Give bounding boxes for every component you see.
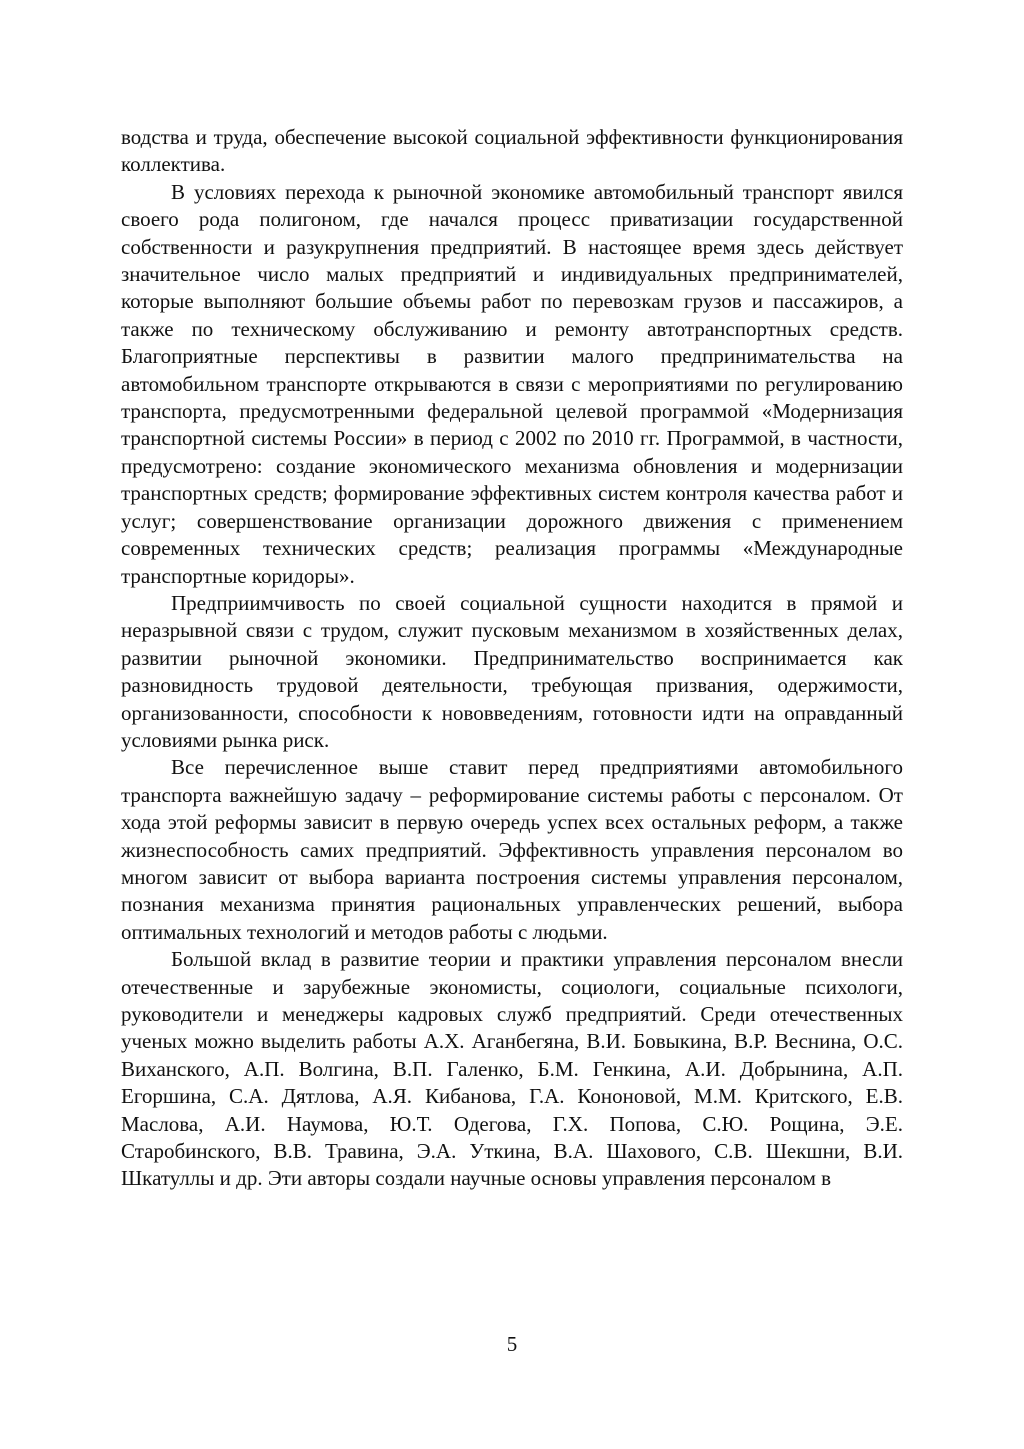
page-number: 5 — [506, 1332, 518, 1356]
paragraph-continuation: водства и труда, обеспечение высокой социальной эффективности функционирования коллектива. — [121, 125, 903, 177]
paragraph-personnel-reform: Все перечисленное выше ставит перед предприятиями автомобильного транспорта важнейшую задачу – реформирование системы работы с персоналом. От хода этой реформы зависит в первую очередь успех всех остальных реформ, а также жизнеспособность самих предприятий. Эффективность управления персоналом во многом зависит от выбора варианта построения системы управления персоналом, познания механизма принятия рациональных управленческих решений, выбора оптимальных технологий и методов работы с людьми. — [121, 755, 903, 944]
body-text — [121, 124, 903, 1193]
paragraph-entrepreneurship: Предприимчивость по своей социальной сущности находится в прямой и неразрывной связи с трудом, служит пусковым механизмом в хозяйственных делах, развитии рыночной экономики. Предпринимательство воспринимается как разновидность трудовой деятельности, требующая призвания, одержимости, организованности, способности к нововведениям, готовности идти на оправданный условиями рынка риск. — [121, 590, 903, 752]
paragraph-contributors: Большой вклад в развитие теории и практики управления персоналом внесли отечественные и зарубежные экономисты, социологи, социальные психологи, руководители и менеджеры кадровых служб предприятий. Среди отечественных ученых можно выделить работы А.Х. Аганбегяна, В.И. Бовыкина, В.Р. Веснина, О.С. Виханского, А.П. Волгина, В.П. Галенко, Б.М. Генкина, А.И. Добрынина, А.П. Егоршина, С.А. Дятлова, А.Я. Кибанова, Г.А. Кононовой, М.М. Критского, Е.В. Маслова, А.И. Наумова, Ю.Т. Одегова, Г.Х. Попова, С.Ю. Рощина, Э.Е. Старобинского, В.В. Травина, Э.А. Уткина, В.А. Шахового, С.В. Шекшни, В.И. Шкатуллы и др. Эти авторы создали научные основы управления персоналом в — [121, 947, 903, 1191]
paragraph-market-transition: В условиях перехода к рыночной экономике автомобильный транспорт явился своего рода полигоном, где начался процесс приватизации государственной собственности и разукрупнения предприятий. В настоящее время здесь действует значительное число малых предприятий и индивидуальных предпринимателей, которые выполняют большие объемы работ по перевозкам грузов и пассажиров, а также по техническому обслуживанию и ремонту автотранспортных средств. Благоприятные перспективы в развитии малого предпринимательства на автомобильном транспорте открываются в связи с мероприятиями по регулированию транспорта, предусмотренными федеральной целевой программой «Модернизация транспортной системы России» в период с 2002 по 2010 гг. Программой, в частности, предусмотрено: создание экономического механизма обновления и модернизации транспортных средств; формирование эффективных систем контроля качества работ и услуг; совершенствование организации дорожного движения с применением современных технических средств; реализация программы «Международные транспортные коридоры». — [121, 179, 903, 588]
